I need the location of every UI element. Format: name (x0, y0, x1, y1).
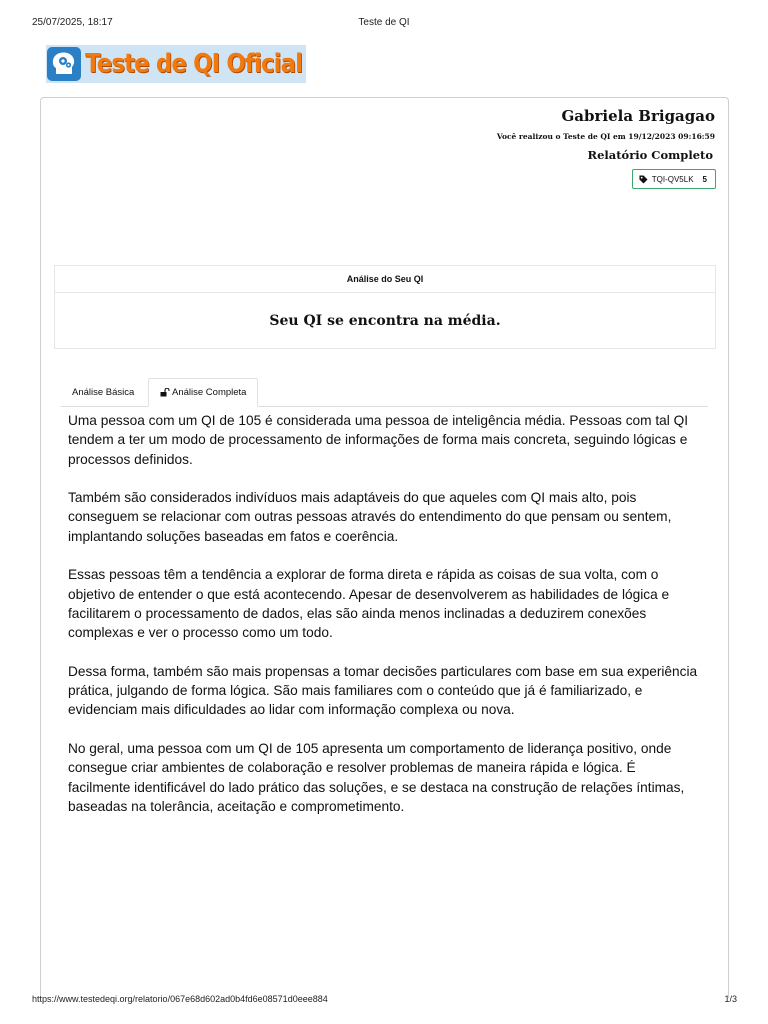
site-logo[interactable] (46, 45, 306, 83)
print-page-title: Teste de QI (358, 17, 410, 28)
test-code: TQI-QV5LK (651, 174, 694, 184)
tab-complete-analysis-label: Análise Completa (172, 387, 247, 398)
page-url: https://www.testedeqi.org/relatorio/067e68d602ad0b4fd6e08571d0eee884 (32, 994, 328, 1004)
unlock-icon (160, 388, 170, 397)
tab-complete-analysis[interactable] (148, 378, 258, 407)
report-type-label: Relatório Completo (587, 148, 713, 162)
brain-gears-icon (47, 46, 81, 82)
iq-analysis-heading: Análise do Seu QI (55, 266, 715, 293)
analysis-paragraph: Uma pessoa com um QI de 105 é considerada uma pessoa de inteligência média. Pessoas com tal QI tendem a ter um modo de processamento de informações de forma mais concreta, seguindo lógicas e processos definidos. (68, 413, 689, 467)
test-date-text: Você realizou o Teste de QI em 19/12/2023 09:16:59 (496, 132, 715, 141)
tab-basic-analysis[interactable] (61, 378, 145, 406)
page-number: 1/3 (724, 994, 737, 1004)
analysis-paragraph: No geral, uma pessoa com um QI de 105 apresenta um comportamento de liderança positivo, onde consegue criar ambientes de colaboração e resolver problemas de maneira rápida e lógica. É facilmente identificável do lado prático das soluções, e se destaca na construção de relações íntimas, baseadas na tolerância, aceitação e comprometimento. (68, 741, 685, 814)
iq-analysis-panel (54, 265, 716, 349)
analysis-tabs (61, 378, 708, 407)
analysis-paragraph: Também são considerados indivíduos mais adaptáveis do que aqueles com QI mais alto, pois conseguem se relacionar com outras pessoas através do entendimento do que pensam ou sentem, implantando soluções baseadas em fatos e coerência. (68, 490, 672, 544)
test-code-count: 5 (702, 174, 707, 184)
analysis-paragraph: Dessa forma, também são mais propensas a tomar decisões particulares com base em sua experiência prática, julgando de forma lógica. São mais familiares com o conteúdo que já é familiarizado, e evidenciam mais dificuldades ao lidar com informação complexa ou nova. (68, 663, 698, 718)
iq-result-text: Seu QI se encontra na média. (269, 312, 501, 329)
report-card (40, 97, 729, 998)
tab-basic-analysis-label: Análise Básica (72, 386, 135, 398)
print-footer (0, 994, 768, 1008)
test-code-badge[interactable] (632, 169, 716, 189)
logo-text: Teste de QI Oficial (85, 49, 303, 79)
analysis-content (68, 411, 698, 836)
print-datetime: 25/07/2025, 18:17 (32, 17, 113, 28)
print-header (0, 17, 768, 31)
user-name: Gabriela Brigagao (561, 107, 715, 125)
tag-icon (639, 175, 648, 184)
analysis-paragraph: Essas pessoas têm a tendência a explorar de forma direta e rápida as coisas de sua volta, com o objetivo de entender o que está acontecendo. Apesar de desenvolverem as habilidades de lógica e facilitarem o processamento de dados, elas são ainda menos inclinadas a deduzirem conexões complexas e ver o processo como um todo. (68, 567, 670, 641)
